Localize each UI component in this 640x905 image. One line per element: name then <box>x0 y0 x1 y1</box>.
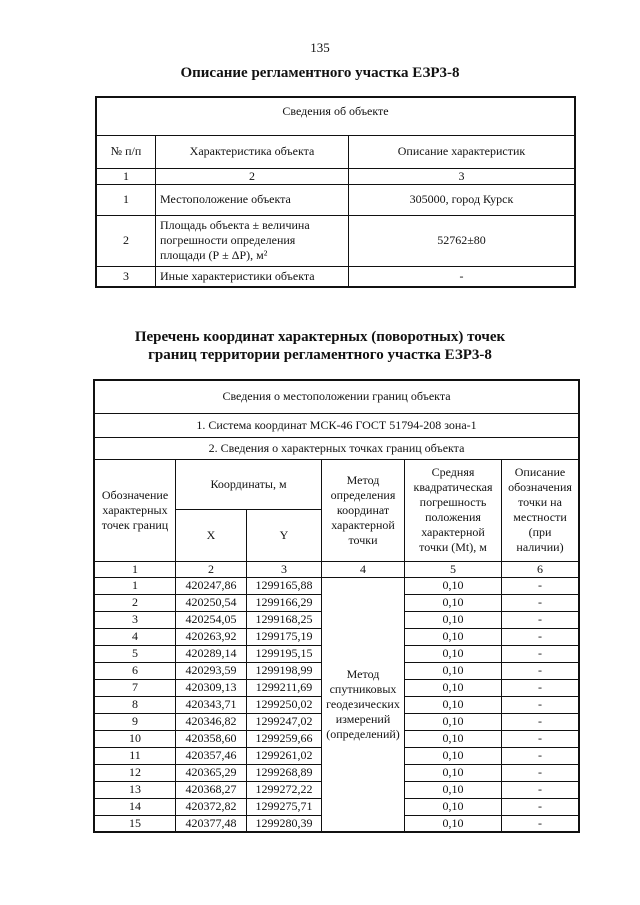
coord-x: 420289,14 <box>176 645 247 662</box>
description-value: - <box>502 798 580 815</box>
coord-y: 1299275,71 <box>247 798 322 815</box>
point-id: 13 <box>94 781 176 798</box>
coord-x: 420247,86 <box>176 577 247 594</box>
coord-x: 420343,71 <box>176 696 247 713</box>
header-method: Метод определения координат характерной точки <box>322 459 405 561</box>
section2-title-line: Перечень координат характерных (поворотных) точек <box>134 329 506 345</box>
row-num: 3 <box>96 266 156 287</box>
description-value: - <box>502 662 580 679</box>
page-number: 135 <box>310 40 330 55</box>
col-number: 3 <box>349 168 576 184</box>
mt-value: 0,10 <box>405 696 502 713</box>
row-num: 2 <box>96 215 156 266</box>
mt-value: 0,10 <box>405 730 502 747</box>
description-value: - <box>502 815 580 832</box>
coord-y: 1299280,39 <box>247 815 322 832</box>
coordinates-table-title: Сведения о местоположении границ объекта <box>94 380 579 413</box>
mt-value: 0,10 <box>405 594 502 611</box>
mt-value: 0,10 <box>405 679 502 696</box>
mt-value: 0,10 <box>405 577 502 594</box>
coord-y: 1299195,15 <box>247 645 322 662</box>
mt-value: 0,10 <box>405 781 502 798</box>
row-name: Иные характеристики объекта <box>156 266 349 287</box>
description-value: - <box>502 747 580 764</box>
header-num: № п/п <box>96 135 156 168</box>
table-row <box>96 266 575 287</box>
description-value: - <box>502 781 580 798</box>
description-value: - <box>502 628 580 645</box>
mt-value: 0,10 <box>405 645 502 662</box>
section2-title <box>0 328 640 364</box>
col-number: 1 <box>96 168 156 184</box>
coord-x: 420358,60 <box>176 730 247 747</box>
row-name <box>156 215 349 266</box>
section1-title: Описание регламентного участка ЕЗР3-8 <box>180 65 460 81</box>
description-value: - <box>502 713 580 730</box>
description-value: - <box>502 730 580 747</box>
header-y: Y <box>247 509 322 561</box>
header-characteristic: Характеристика объекта <box>156 135 349 168</box>
point-id: 6 <box>94 662 176 679</box>
coordinates-rows <box>94 577 579 832</box>
coord-x: 420346,82 <box>176 713 247 730</box>
mt-value: 0,10 <box>405 713 502 730</box>
point-id: 15 <box>94 815 176 832</box>
point-id: 14 <box>94 798 176 815</box>
point-id: 9 <box>94 713 176 730</box>
row-num: 1 <box>96 184 156 215</box>
point-id: 3 <box>94 611 176 628</box>
header-description: Описание характеристик <box>349 135 576 168</box>
coord-y: 1299198,99 <box>247 662 322 679</box>
point-id: 10 <box>94 730 176 747</box>
description-value: - <box>502 577 580 594</box>
row-value: 52762±80 <box>349 215 576 266</box>
coord-y: 1299250,02 <box>247 696 322 713</box>
method-cell: Метод спутниковых геодезических измерений (определений) <box>322 577 405 832</box>
col-number: 2 <box>156 168 349 184</box>
header-description: Описание обозначения точки на местности (при наличии) <box>502 459 580 561</box>
object-info-table <box>95 96 576 288</box>
point-id: 8 <box>94 696 176 713</box>
coord-y: 1299268,89 <box>247 764 322 781</box>
coord-y: 1299166,29 <box>247 594 322 611</box>
points-subtitle: 2. Сведения о характерных точках границ объекта <box>94 437 579 459</box>
coord-x: 420250,54 <box>176 594 247 611</box>
table-row <box>96 215 575 266</box>
coord-x: 420372,82 <box>176 798 247 815</box>
description-value: - <box>502 679 580 696</box>
point-id: 12 <box>94 764 176 781</box>
coord-x: 420263,92 <box>176 628 247 645</box>
description-value: - <box>502 764 580 781</box>
mt-value: 0,10 <box>405 764 502 781</box>
description-value: - <box>502 611 580 628</box>
row-value: 305000, город Курск <box>349 184 576 215</box>
col-number: 3 <box>247 561 322 577</box>
row-name: Местоположение объекта <box>156 184 349 215</box>
coord-x: 420377,48 <box>176 815 247 832</box>
row-value: - <box>349 266 576 287</box>
point-id: 2 <box>94 594 176 611</box>
col-number: 2 <box>176 561 247 577</box>
mt-value: 0,10 <box>405 798 502 815</box>
row-name-line: погрешности определения <box>160 233 296 247</box>
point-id: 1 <box>94 577 176 594</box>
coord-y: 1299211,69 <box>247 679 322 696</box>
header-coords: Координаты, м <box>176 459 322 509</box>
coord-x: 420357,46 <box>176 747 247 764</box>
row-name-line: площади (Р ± ΔР), м² <box>160 248 268 262</box>
header-error: Средняя квадратическая погрешность положения характерной точки (Mt), м <box>405 459 502 561</box>
coord-x: 420254,05 <box>176 611 247 628</box>
mt-value: 0,10 <box>405 662 502 679</box>
coord-y: 1299247,02 <box>247 713 322 730</box>
object-info-table-title: Сведения об объекте <box>96 97 575 135</box>
header-x: X <box>176 509 247 561</box>
coord-y: 1299261,02 <box>247 747 322 764</box>
table-row <box>96 184 575 215</box>
description-value: - <box>502 594 580 611</box>
col-number: 5 <box>405 561 502 577</box>
table-row <box>94 577 579 594</box>
mt-value: 0,10 <box>405 815 502 832</box>
coord-y: 1299168,25 <box>247 611 322 628</box>
mt-value: 0,10 <box>405 628 502 645</box>
point-id: 5 <box>94 645 176 662</box>
row-name-line: Площадь объекта ± величина <box>160 218 310 232</box>
description-value: - <box>502 645 580 662</box>
coord-y: 1299272,22 <box>247 781 322 798</box>
coordinate-system: 1. Система координат МСК-46 ГОСТ 51794-208 зона-1 <box>94 413 579 437</box>
coord-x: 420309,13 <box>176 679 247 696</box>
coord-x: 420365,29 <box>176 764 247 781</box>
mt-value: 0,10 <box>405 747 502 764</box>
coord-x: 420368,27 <box>176 781 247 798</box>
coord-y: 1299175,19 <box>247 628 322 645</box>
header-point: Обозначение характерных точек границ <box>94 459 176 561</box>
coord-y: 1299165,88 <box>247 577 322 594</box>
col-number: 1 <box>94 561 176 577</box>
col-number: 4 <box>322 561 405 577</box>
description-value: - <box>502 696 580 713</box>
col-number: 6 <box>502 561 580 577</box>
point-id: 4 <box>94 628 176 645</box>
coord-y: 1299259,66 <box>247 730 322 747</box>
mt-value: 0,10 <box>405 611 502 628</box>
section2-title-line: границ территории регламентного участка ЕЗР3-8 <box>148 347 492 363</box>
point-id: 7 <box>94 679 176 696</box>
coordinates-table <box>93 379 580 833</box>
point-id: 11 <box>94 747 176 764</box>
coord-x: 420293,59 <box>176 662 247 679</box>
